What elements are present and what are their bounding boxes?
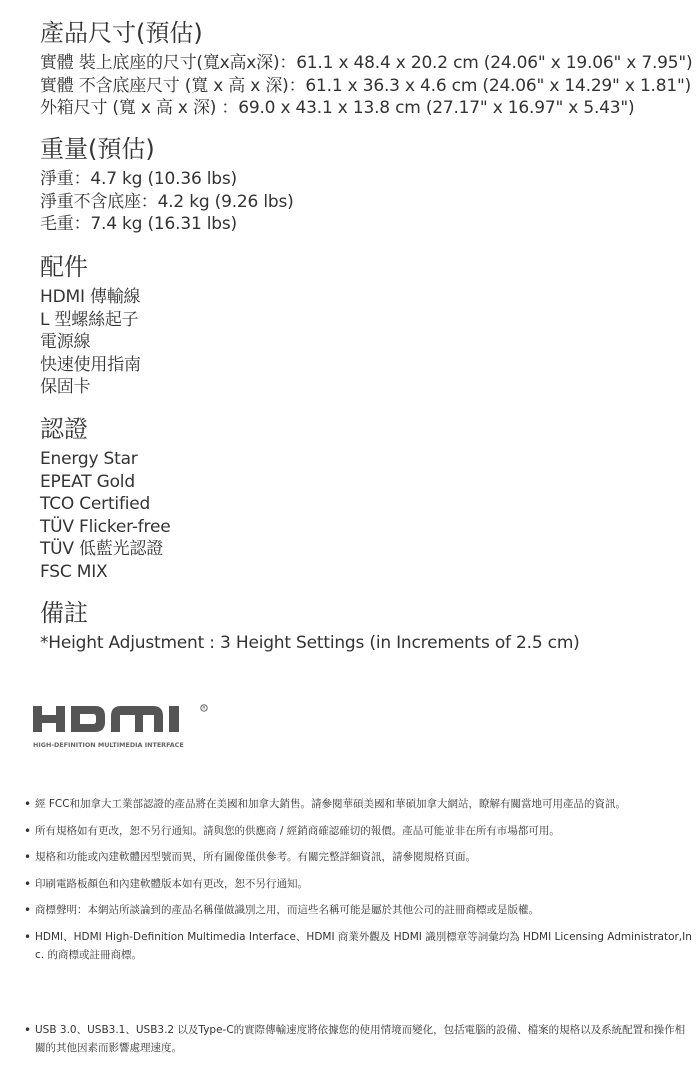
disclaimer-item: • 經 FCC和加拿大工業部認證的產品將在美國和加拿大銷售。請參閱華碩美國和華碩加拿大網站，瞭解有關當地可用產品的資訊。 [22,795,694,813]
weight-section [40,134,700,236]
disclaimer-item: • 商標聲明：本網站所談論到的產品名稱僅做識別之用，而這些名稱可能是屬於其他公司的註冊商標或是版權。 [22,901,694,919]
notes-heading: 備註 [40,599,88,627]
certifications-heading: 認證 [40,415,88,443]
usb-note: • USB 3.0、USB3.1、USB3.2 以及Type-C的實際傳輸速度將依據您的使用情境而變化，包括電腦的設備、檔案的規格以及系統配置和操作相關的其他因素而影響處理速度。 [22,1021,694,1057]
certification-item: TÜV 低藍光認證 [40,539,164,559]
accessories-heading: 配件 [40,253,88,281]
dimensions-heading: 產品尺寸(預估) [40,19,203,47]
dimensions-line: 實體 裝上底座的尺寸(寬x高x深)：61.1 x 48.4 x 20.2 cm (24.06" x 19.06" x 7.95") [40,53,693,73]
usb-note-list [22,1021,694,1057]
certification-item: EPEAT Gold [40,471,135,492]
dimensions-section [40,18,700,120]
hdmi-tagline: HIGH-DEFINITION MULTIMEDIA INTERFACE [33,741,184,749]
accessory-item: 電源線 [40,332,91,352]
disclaimer-list [22,795,694,972]
dimensions-line: 實體 不含底座尺寸 (寬 x 高 x 深)：61.1 x 36.3 x 4.6 cm (24.06" x 14.29" x 1.81") [40,75,692,96]
accessory-item: 快速使用指南 [40,354,141,375]
certification-item: Energy Star [40,449,138,469]
certification-item: TCO Certified [40,494,151,514]
certification-item: TÜV Flicker-free [40,516,171,537]
notes-section [40,598,700,655]
notes-line: *Height Adjustment : 3 Height Settings (in Increments of 2.5 cm) [40,633,580,653]
disclaimer-item: • 規格和功能或內建軟體因型號而異，所有圖像僅供參考。有關完整詳細資訊，請參閱規格頁面。 [22,848,694,866]
dimensions-line: 外箱尺寸 (寬 x 高 x 深) ：69.0 x 43.1 x 13.8 cm (27.17" x 16.97" x 5.43") [40,98,635,118]
accessory-item: 保固卡 [40,377,91,397]
weight-line: 淨重：4.7 kg (10.36 lbs) [40,169,237,189]
hdmi-logo [33,702,213,752]
disclaimer-item: • 印刷電路板顏色和內建軟體版本如有更改，恕不另行通知。 [22,875,694,893]
weight-heading: 重量(預估) [40,135,155,163]
weight-line: 淨重不含底座：4.2 kg (9.26 lbs) [40,191,294,212]
accessory-item: HDMI 傳輸線 [40,287,141,307]
accessories-section [40,252,700,399]
svg-text:R: R [202,706,206,712]
accessory-item: L 型螺絲起子 [40,309,139,330]
disclaimer-item: • HDMI、HDMI High-Definition Multimedia Interface、HDMI 商業外觀及 HDMI 識別標章等詞彙均為 HDMI Licensing Administrator,Inc. 的商標或註冊商標。 [22,928,694,964]
certifications-section [40,414,700,583]
certification-item: FSC MIX [40,561,108,582]
disclaimer-item: • 所有規格如有更改，恕不另行通知。請與您的供應商 / 經銷商確認確切的報價。產品可能並非在所有市場都可用。 [22,822,694,840]
weight-line: 毛重：7.4 kg (16.31 lbs) [40,214,237,234]
